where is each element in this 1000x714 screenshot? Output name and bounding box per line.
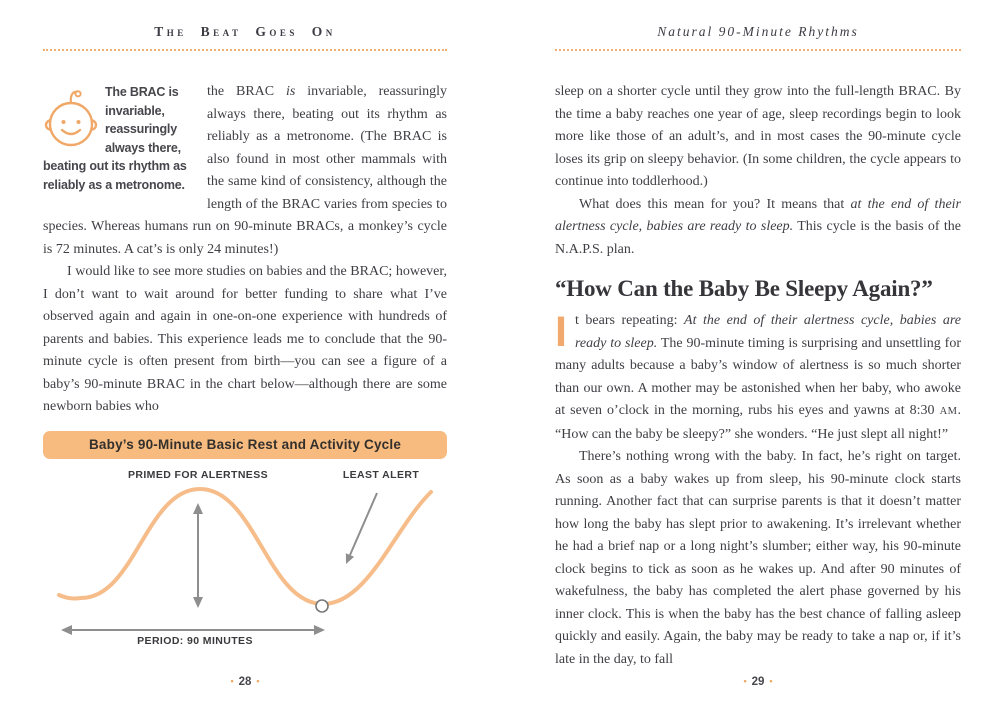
footer-dot: • bbox=[256, 676, 260, 686]
brac-chart-figure bbox=[43, 431, 447, 663]
period-arrow bbox=[61, 625, 325, 635]
pull-quote bbox=[43, 83, 195, 194]
running-head-left: The Beat Goes On bbox=[154, 24, 336, 39]
trough-marker bbox=[316, 600, 328, 612]
label-primed-for-alertness: PRIMED FOR ALERTNESS bbox=[127, 468, 269, 481]
paragraph: There’s nothing wrong with the baby. In fact, he’s right on target. As soon as a baby wakes up from sleep, his 90-minute clock starts running. Another fact that can surprise parents is that it doesn’t matter how long the baby has slept prior to awakening. It’s irrelevant whether he had a brief nap or a long night’s slumber; either way, his 90-minute clock begins to tick as soon as he wakes up. And after 90 minutes of wakefulness, the baby has completed the alert phase governed by his inner clock. This is when the baby has the best chance of falling asleep quickly and easily. Again, the baby may be ready to take a nap or, if it’s late in the day, to fall bbox=[555, 449, 961, 667]
paragraph-text-italic: At the end of their alertness cycle, babies are ready to sleep. bbox=[574, 313, 961, 351]
paragraph: sleep on a shorter cycle until they grow into the full-length BRAC. By the time a baby reaches one year of age, sleep recordings begin to look more like those of an adult’s, and in most cases the 90-minute cycle loses its grip on sleepy behavior. (In some children, the cycle appears to continue into toddlerhood.) bbox=[555, 84, 961, 189]
page-body-right bbox=[555, 81, 961, 671]
wave-diagram bbox=[43, 467, 447, 663]
footer-dot: • bbox=[769, 676, 773, 686]
page-number-left bbox=[43, 676, 447, 688]
paragraph-text: What does this mean for you? It means that bbox=[579, 196, 851, 212]
paragraph-text: t bears repeating: bbox=[574, 313, 685, 328]
page-right bbox=[555, 24, 961, 688]
pull-quote-text: The BRAC is invariable, reassuringly always there, beating out its rhythm as reliably as a metronome. bbox=[43, 85, 187, 192]
footer-dot: • bbox=[743, 676, 747, 686]
paragraph: I would like to see more studies on babies and the BRAC; however, I don’t want to wait around for better funding to share what I’ve observed again and again in one-on-one experience with hundreds of parents and babies. This experience leads me to conclude that the 90-minute cycle is often present from birth—you can see a figure of a baby’s 90-minute BRAC in the chart below—although there are some newborn babies who bbox=[43, 264, 447, 414]
paragraph bbox=[555, 310, 961, 446]
header-rule-left bbox=[43, 49, 447, 51]
page-header-right bbox=[555, 24, 961, 51]
label-period-90-minutes: PERIOD: 90 MINUTES bbox=[137, 634, 253, 647]
page-body-left bbox=[43, 81, 447, 663]
paragraph-text-italic: is bbox=[286, 84, 296, 99]
page-left bbox=[43, 24, 447, 688]
paragraph-text: . “How can the baby be sleepy?” she wonders. “He just slept all night!” bbox=[555, 403, 961, 442]
page-number-right bbox=[555, 676, 961, 688]
amplitude-arrow bbox=[193, 503, 203, 608]
least-alert-arrow bbox=[346, 493, 377, 564]
figure-title: Baby’s 90-Minute Basic Rest and Activity Cycle bbox=[43, 431, 447, 459]
paragraph bbox=[555, 194, 961, 262]
baby-face-icon bbox=[43, 85, 99, 149]
drop-cap-i: I bbox=[555, 308, 567, 356]
paragraph-text: invariable, reassuringly always there, beating out its rhythm as reliably as a metronome. (The BRAC is also found in most other mammals with the same kind of consistency, although the length of the BRAC varies from species to species. Whereas humans run on 90-minute BRACs, a monkey’s cycle is 72 minutes. A cat’s is only 24 minutes!) bbox=[43, 84, 448, 257]
page-header-left bbox=[43, 24, 447, 51]
paragraph-text: This cycle is the basis of the N.A.P.S. plan. bbox=[555, 219, 961, 257]
page-number-value: 29 bbox=[751, 676, 765, 688]
paragraph-text: The 90-minute timing is surprising and unsettling for many adults because a baby’s window of alertness is so much shorter than our own. A mother may be astonished when her baby, who awoke at seven o’clock in the morning, rubs his eyes and yawns at 8:30 bbox=[555, 335, 961, 418]
header-rule-right bbox=[555, 49, 961, 51]
paragraph-text: the BRAC bbox=[207, 84, 286, 99]
alertness-wave bbox=[59, 489, 431, 604]
brac-wave-chart bbox=[43, 467, 447, 663]
label-least-alert: LEAST ALERT bbox=[342, 468, 420, 481]
footer-dot: • bbox=[230, 676, 234, 686]
section-heading: “How Can the Baby Be Sleepy Again?” bbox=[555, 276, 933, 301]
page-number-value: 28 bbox=[238, 676, 252, 688]
running-head-right: Natural 90-Minute Rhythms bbox=[657, 24, 859, 39]
am-small-caps: AM bbox=[939, 406, 958, 417]
paragraph-text-italic: at the end of their alertness cycle, babies are ready to sleep. bbox=[555, 196, 962, 234]
